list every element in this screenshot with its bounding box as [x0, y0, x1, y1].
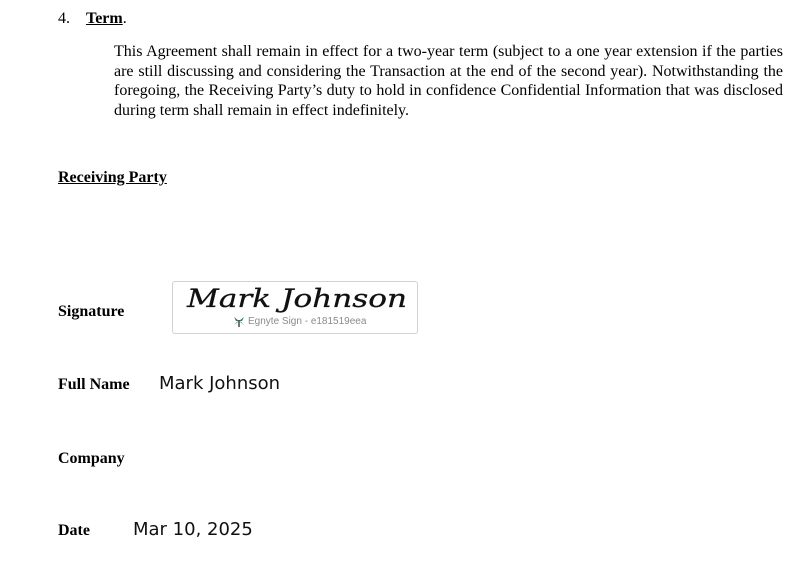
section-title-suffix: .: [122, 10, 127, 27]
receiving-party-heading: Receiving Party: [58, 169, 167, 186]
signature-box: [172, 281, 418, 334]
section-title: Term: [86, 10, 123, 27]
egnyte-logo-icon: [233, 315, 245, 327]
full-name-value: Mark Johnson: [159, 373, 281, 394]
section-number: 4.: [58, 10, 70, 27]
signature-label: Signature: [58, 303, 125, 320]
signature-stamp-text: Egnyte Sign - e181519eea: [248, 315, 367, 327]
signature-name: Mark Johnson: [185, 284, 407, 313]
date-label: Date: [58, 522, 90, 539]
handwritten-signature: [173, 282, 419, 318]
signature-stamp: [233, 315, 366, 327]
section-body-paragraph: This Agreement shall remain in effect for a two-year term (subject to a one year extension if the parties are still discussing and considering the Transaction at the end of the second year). Notwithstanding the foregoing, the Receiving Party’s duty to hold in confidence Confidential Information that was disclosed during term shall remain in effect indefinitely.: [114, 43, 783, 120]
company-label: Company: [58, 450, 125, 467]
full-name-label: Full Name: [58, 376, 130, 393]
date-value: Mar 10, 2025: [133, 519, 253, 540]
section-heading: [58, 9, 127, 28]
